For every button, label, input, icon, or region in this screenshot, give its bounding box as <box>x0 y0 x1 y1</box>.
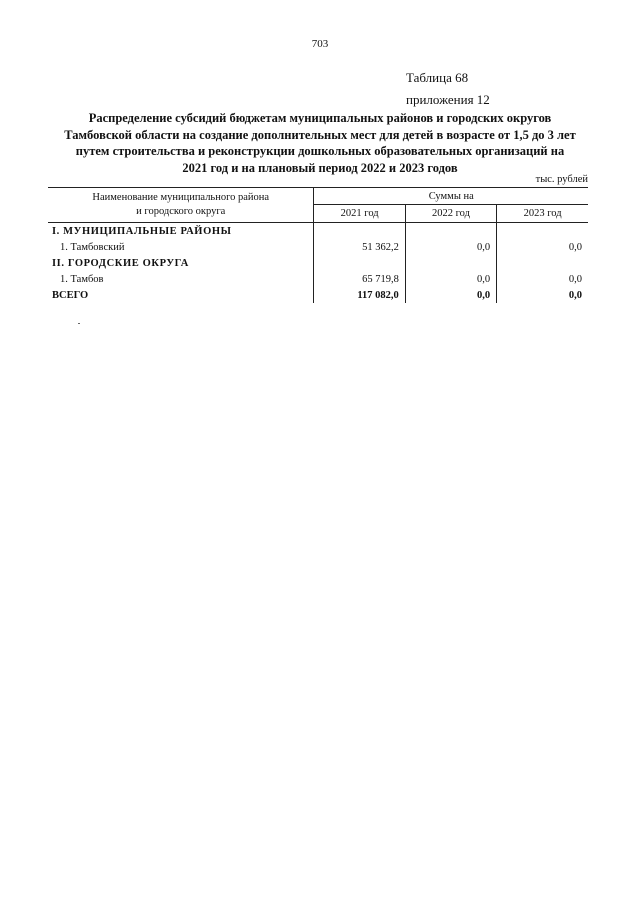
value-2023: 0,0 <box>497 271 588 287</box>
title-line: Тамбовской области на создание дополнительных мест для детей в возрасте от 1,5 до 3 лет <box>64 127 576 142</box>
value-2021: 51 362,2 <box>314 239 405 255</box>
title-line: путем строительства и реконструкции дошкольных образовательных организаций на <box>75 144 565 158</box>
value-2022: 0,0 <box>405 271 496 287</box>
total-label: ВСЕГО <box>52 289 89 301</box>
header-sums: Суммы на <box>314 188 588 205</box>
section-row <box>48 255 588 271</box>
section-row <box>48 223 588 240</box>
scan-speck <box>78 323 80 324</box>
page-number: 703 <box>311 38 329 50</box>
total-2021: 117 082,0 <box>314 287 405 303</box>
table-number: Таблица 68 <box>406 70 469 85</box>
title-line: 2021 год и на плановый период 2022 и 2023 годов <box>182 160 458 175</box>
value-2023: 0,0 <box>497 239 588 255</box>
appendix-reference: приложения 12 <box>406 92 490 107</box>
header-name-column <box>48 188 314 223</box>
header-year-2023: 2023 год <box>497 205 588 223</box>
units-label: тыс. рублей <box>535 174 588 185</box>
title-line: Распределение субсидий бюджетам муниципальных районов и городских округов <box>88 111 552 125</box>
section-title: I. МУНИЦИПАЛЬНЫЕ РАЙОНЫ <box>52 225 232 237</box>
subsidy-table <box>48 187 588 303</box>
total-row <box>48 287 588 303</box>
document-title <box>60 110 580 176</box>
header-name-line: Наименование муниципального района <box>92 192 270 203</box>
total-2023: 0,0 <box>497 287 588 303</box>
header-year-2021: 2021 год <box>314 205 405 223</box>
section-title: II. ГОРОДСКИЕ ОКРУГА <box>52 257 189 269</box>
value-2022: 0,0 <box>405 239 496 255</box>
table-row <box>48 271 588 287</box>
value-2021: 65 719,8 <box>314 271 405 287</box>
row-name: 1. Тамбов <box>60 273 104 285</box>
header-name-line: и городского округа <box>136 206 226 217</box>
row-name: 1. Тамбовский <box>60 241 125 253</box>
header-year-2022: 2022 год <box>405 205 496 223</box>
table-row <box>48 239 588 255</box>
total-2022: 0,0 <box>405 287 496 303</box>
